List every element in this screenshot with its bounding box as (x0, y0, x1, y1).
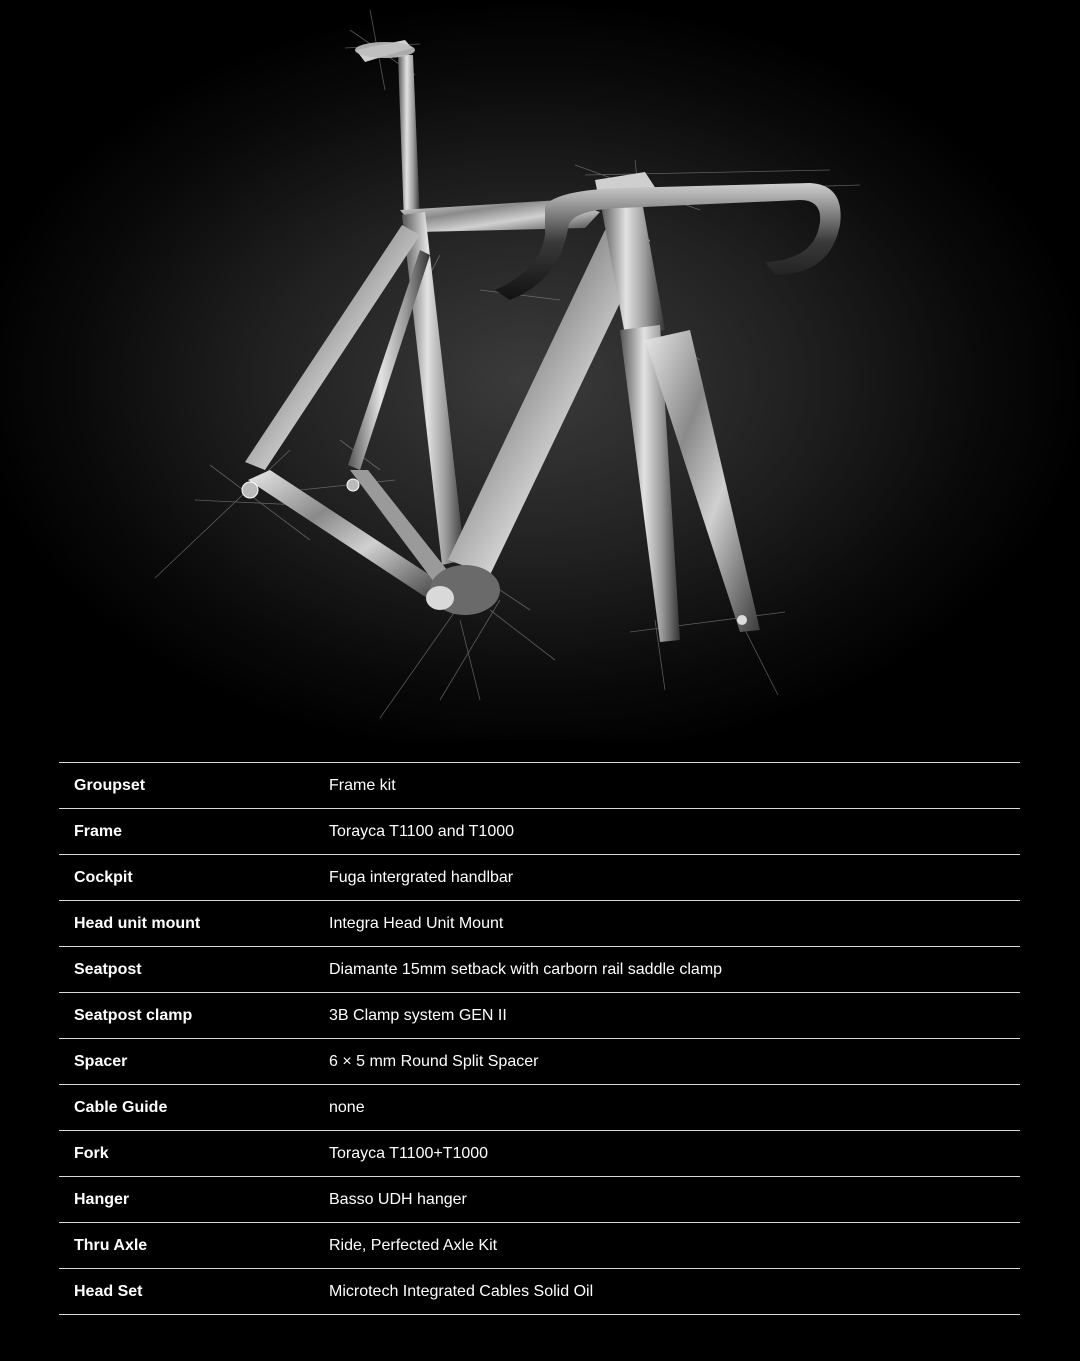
spec-row (59, 1177, 1020, 1223)
spec-value: 3B Clamp system GEN II (329, 1006, 507, 1024)
spec-value: none (329, 1098, 365, 1116)
spec-value: Ride, Perfected Axle Kit (329, 1236, 498, 1254)
spec-row (59, 1085, 1020, 1131)
spec-label: Head Set (74, 1282, 143, 1300)
spec-row (59, 809, 1020, 855)
spec-row (59, 763, 1020, 809)
spec-label: Head unit mount (74, 914, 201, 932)
spec-value: Diamante 15mm setback with carborn rail saddle clamp (329, 960, 723, 978)
spec-label: Spacer (74, 1052, 128, 1070)
spec-label: Cable Guide (74, 1098, 168, 1116)
spec-value: Integra Head Unit Mount (329, 914, 504, 932)
spec-label: Seatpost clamp (74, 1006, 193, 1024)
spec-label: Thru Axle (74, 1236, 148, 1254)
spec-row (59, 901, 1020, 947)
spec-label: Cockpit (74, 868, 133, 886)
spec-value: Microtech Integrated Cables Solid Oil (329, 1282, 594, 1300)
spec-label: Groupset (74, 776, 146, 794)
spec-label: Seatpost (74, 960, 142, 978)
spec-value: Fuga intergrated handlbar (329, 868, 514, 886)
spec-table (59, 762, 1020, 1315)
spec-label: Hanger (74, 1190, 130, 1208)
spec-row (59, 1131, 1020, 1177)
spec-row (59, 1269, 1020, 1315)
spec-value: Frame kit (329, 776, 396, 794)
spec-value: Basso UDH hanger (329, 1190, 467, 1208)
spec-row (59, 993, 1020, 1039)
spec-row (59, 855, 1020, 901)
spec-row (59, 947, 1020, 993)
spec-value: Torayca T1100 and T1000 (329, 822, 515, 840)
spec-value: 6 × 5 mm Round Split Spacer (329, 1052, 539, 1070)
spec-row (59, 1039, 1020, 1085)
spec-label: Frame (74, 822, 123, 840)
spec-label: Fork (74, 1144, 109, 1162)
spec-row (59, 1223, 1020, 1269)
spec-value: Torayca T1100+T1000 (329, 1144, 489, 1162)
